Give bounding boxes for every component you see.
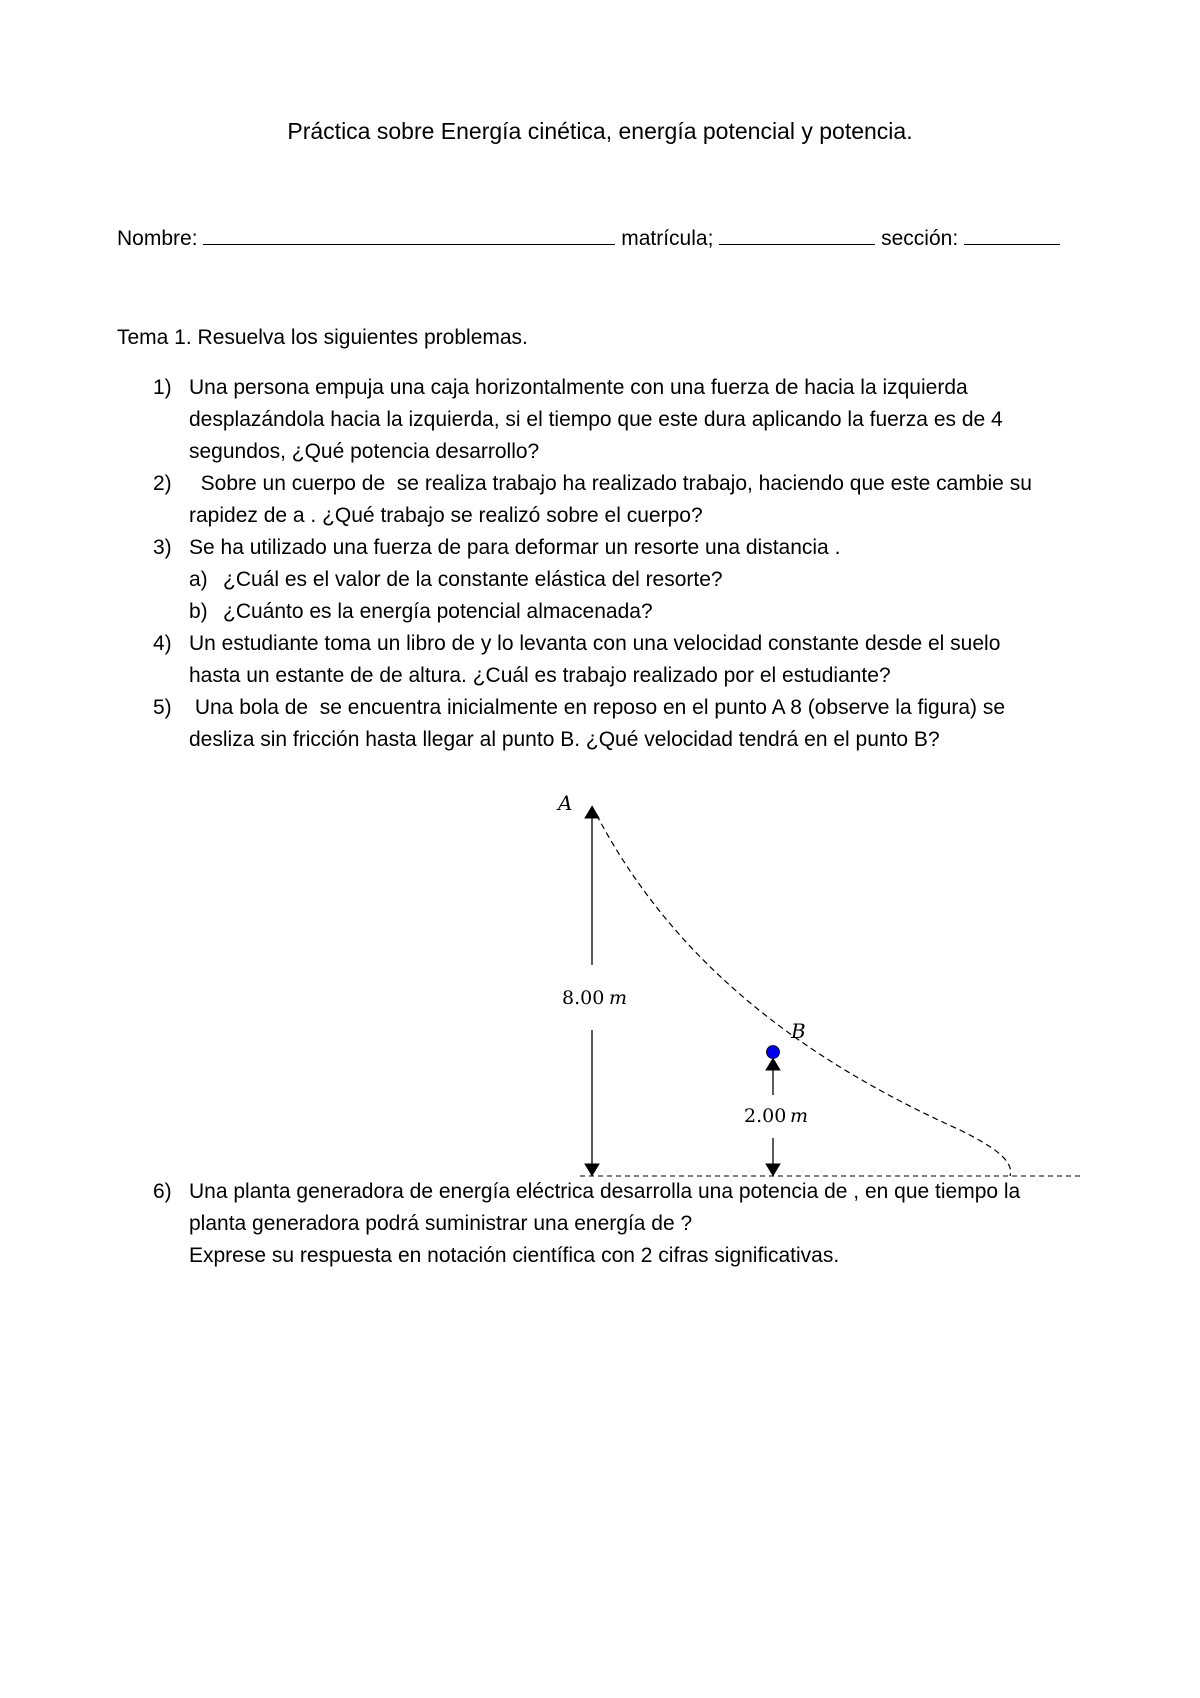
seccion-label: sección: <box>881 227 959 250</box>
problem-number: 5) <box>153 696 172 719</box>
subproblem-letter: b) <box>189 600 208 623</box>
problem-line: Se ha utilizado una fuerza de para deformar un resorte una distancia . <box>189 536 841 559</box>
problem-line: planta generadora podrá suministrar una energía de ? <box>189 1212 693 1235</box>
problem-line: Un estudiante toma un libro de y lo levanta con una velocidad constante desde el suelo <box>189 632 1001 655</box>
nombre-blank <box>203 224 615 245</box>
problem-list <box>117 372 1077 756</box>
problem-line: Una planta generadora de energía eléctrica desarrolla una potencia de , en que tiempo la <box>189 1180 1021 1203</box>
matricula-label: matrícula; <box>621 227 714 250</box>
problem-line: Exprese su respuesta en notación científica con 2 cifras significativas. <box>189 1244 840 1267</box>
problem-line: Una persona empuja una caja horizontalmente con una fuerza de hacia la izquierda <box>189 376 968 399</box>
point-a-label: A <box>558 791 573 815</box>
problem-line: segundos, ¿Qué potencia desarrollo? <box>189 440 540 463</box>
problem-number: 3) <box>153 536 172 559</box>
height-b-unit: m <box>790 1105 809 1127</box>
subproblem-text: ¿Cuánto es la energía potencial almacenada? <box>223 600 653 623</box>
section-heading: Tema 1. Resuelva los siguientes problemas. <box>117 326 528 349</box>
problem-number: 2) <box>153 472 172 495</box>
problem-number: 4) <box>153 632 172 655</box>
problem-line: desliza sin fricción hasta llegar al punto B. ¿Qué velocidad tendrá en el punto B? <box>189 728 940 751</box>
subproblem-3a <box>117 564 1077 596</box>
problem-1 <box>117 372 1077 468</box>
height-a-unit: m <box>609 987 628 1009</box>
problem-6 <box>117 1176 1077 1272</box>
problem-5 <box>117 692 1077 756</box>
nombre-label: Nombre: <box>117 227 198 250</box>
point-b-label: B <box>791 1019 806 1043</box>
student-info-line <box>117 224 1077 251</box>
problem-number: 1) <box>153 376 172 399</box>
problem-3 <box>117 532 1077 564</box>
problem-line: Una bola de se encuentra inicialmente en reposo en el punto A 8 (observe la figura) se <box>189 696 1006 719</box>
problem-line: rapidez de a . ¿Qué trabajo se realizó sobre el cuerpo? <box>189 504 703 527</box>
subproblem-letter: a) <box>189 568 208 591</box>
ball-at-point-b <box>767 1046 780 1059</box>
problem-2 <box>117 468 1077 532</box>
problem-number: 6) <box>153 1180 172 1203</box>
problem-line: Sobre un cuerpo de se realiza trabajo ha realizado trabajo, haciendo que este cambie su <box>189 472 1032 495</box>
page-title: Práctica sobre Energía cinética, energía potencial y potencia. <box>287 118 913 144</box>
subproblem-text: ¿Cuál es el valor de la constante elástica del resorte? <box>223 568 723 591</box>
subproblem-3b <box>117 596 1077 628</box>
ramp-diagram <box>540 790 1100 1180</box>
seccion-blank <box>964 224 1060 245</box>
problem-4 <box>117 628 1077 692</box>
matricula-blank <box>719 224 875 245</box>
height-b-value: 2.00 <box>744 1105 787 1127</box>
height-a-value: 8.00 <box>562 987 605 1009</box>
problem-list-continued <box>117 1176 1077 1272</box>
ramp-figure <box>540 790 1100 1180</box>
problem-line: hasta un estante de de altura. ¿Cuál es trabajo realizado por el estudiante? <box>189 664 891 687</box>
problem-line: desplazándola hacia la izquierda, si el tiempo que este dura aplicando la fuerza es de 4 <box>189 408 1003 431</box>
